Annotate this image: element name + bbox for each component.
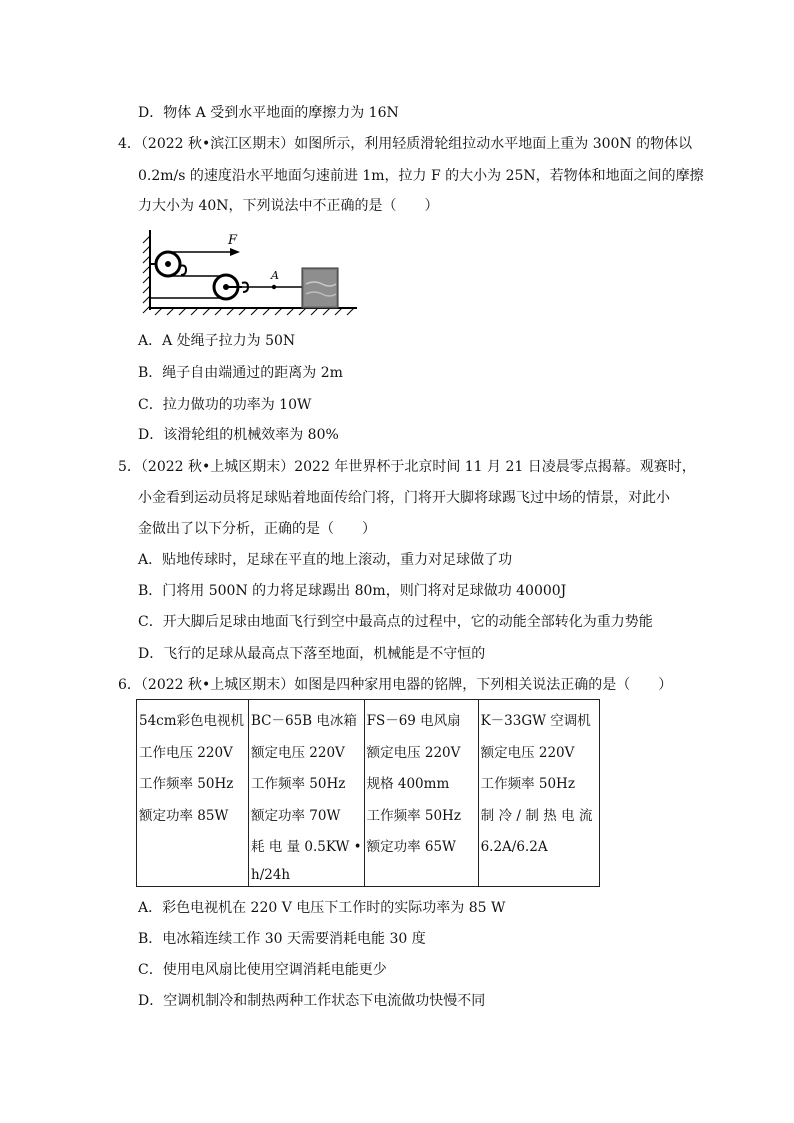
- cell-text: h/24h: [251, 866, 291, 883]
- cell-text: 54cm彩色电视机: [139, 713, 245, 729]
- q6-option-a: A．彩色电视机在 220 V 电压下工作时的实际功率为 85 W: [138, 900, 506, 916]
- cell-text: 额定功率 70W: [251, 807, 341, 824]
- q5-option-c: C．开大脚后足球由地面飞行到空中最高点的过程中，它的动能全部转化为重力势能: [138, 614, 653, 630]
- q5-option-a: A．贴地传球时，足球在平直的地上滚动，重力对足球做了功: [138, 552, 513, 568]
- q4-option-a: A．A 处绳子拉力为 50N: [138, 333, 296, 349]
- cell-text: 制冷/制热电流: [480, 807, 597, 824]
- table-cell-ac: [478, 700, 599, 887]
- table-cell-fridge: [249, 700, 365, 887]
- cell-text: 工作频率 50Hz: [480, 776, 575, 792]
- cell-text: 额定电压 220V: [251, 744, 345, 761]
- point-a-label: A: [271, 269, 279, 282]
- cell-text: FS－69 电风扇: [366, 713, 461, 729]
- cell-text: BC－65B 电冰箱: [251, 713, 357, 729]
- q5-option-b: B．门将用 500N 的力将足球踢出 80m，则门将对足球做功 40000J: [138, 583, 567, 599]
- q4-option-d: D．该滑轮组的机械效率为 80%: [138, 427, 339, 443]
- q5-option-d: D．飞行的足球从最高点下落至地面，机械能是不守恒的: [138, 646, 486, 662]
- q5-stem-line-2: 小金看到运动员将足球贴着地面传给门将，门将开大脚将球踢飞过中场的情景，对此小: [138, 490, 670, 506]
- cell-text: 额定电压 220V: [366, 744, 461, 761]
- q6-option-c: C．使用电风扇比使用空调消耗电能更少: [138, 962, 387, 978]
- cell-text: 工作频率 50Hz: [251, 776, 346, 792]
- force-label: F: [228, 233, 238, 248]
- cell-text: 额定功率 65W: [366, 839, 456, 855]
- q6-stem: 6．（2022 秋•上城区期末）如图是四种家用电器的铭牌，下列相关说法正确的是（ ）: [118, 677, 673, 693]
- q4-option-b: B．绳子自由端通过的距离为 2m: [138, 365, 343, 381]
- appliance-nameplate-table: [136, 699, 600, 887]
- cell-text: K－33GW 空调机: [480, 713, 591, 729]
- cell-text: 工作电压 220V: [139, 744, 233, 761]
- q6-option-d: D．空调机制冷和制热两种工作状态下电流做功快慢不同: [138, 993, 486, 1009]
- q5-stem-line-3: 金做出了以下分析，正确的是（ ）: [138, 521, 376, 537]
- cell-text: 额定电压 220V: [480, 744, 575, 761]
- cell-text: 额定功率 85W: [139, 807, 229, 824]
- table-cell-fan: [364, 700, 478, 887]
- q6-option-b: B．电冰箱连续工作 30 天需要消耗电能 30 度: [138, 931, 426, 947]
- cell-text: 耗 电 量 0.5KW •: [251, 839, 362, 855]
- cell-text: 规格 400mm: [366, 776, 450, 792]
- table-cell-tv: [137, 700, 249, 887]
- pulley-figure: [142, 228, 362, 320]
- cell-text: 6.2A/6.2A: [480, 839, 548, 855]
- q5-stem-line-1: 5．（2022 秋•上城区期末）2022 年世界杯于北京时间 11 月 21 日凌晨零点揭幕。观赛时，: [118, 459, 696, 475]
- q4-option-c: C．拉力做功的功率为 10W: [138, 397, 312, 413]
- q3-option-d: D．物体 A 受到水平地面的摩擦力为 16N: [138, 105, 399, 121]
- cell-text: 工作频率 50Hz: [366, 807, 461, 824]
- cell-text: 工作频率 50Hz: [139, 776, 234, 792]
- q4-stem-line-3: 力大小为 40N，下列说法中不正确的是（ ）: [138, 198, 439, 214]
- q4-stem-line-1: 4．（2022 秋•滨江区期末）如图所示，利用轻质滑轮组拉动水平地面上重为 300N 的物体以: [118, 136, 693, 152]
- q4-stem-line-2: 0.2m/s 的速度沿水平地面匀速前进 1m，拉力 F 的大小为 25N，若物体和地面之间的摩擦: [138, 168, 704, 184]
